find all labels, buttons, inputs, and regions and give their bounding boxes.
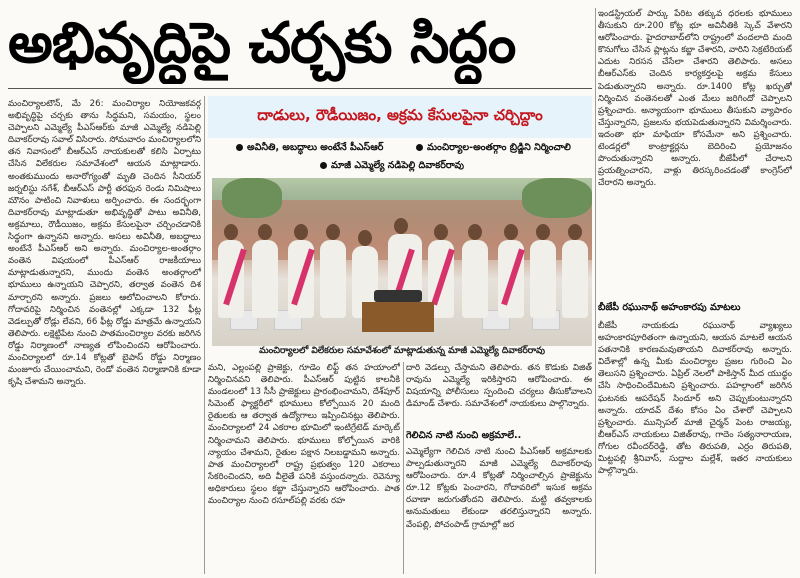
bullet-icon bbox=[320, 162, 327, 169]
photo-caption: మంచిర్యాలలో విలేకరుల సమావేశంలో మాట్లాడుతున్న మాజీ ఎమ్మెల్యే దివాకర్‌రావు bbox=[259, 346, 545, 356]
subheadline-banner bbox=[208, 96, 592, 138]
article-column-3 bbox=[406, 362, 592, 428]
article-column-4b-text: బీజేపీ నాయకుడు రఘునాథ్ వ్యాఖ్యలు అహంకారపూరితంగా ఉన్నాయని, ఆయన మాటలే ఆయన పతనానికి కారణమవుతాయని దివాకర్‌రావు అన్నారు. విదేశాల్లో ఉన్న మీకు మంచిర్యాల ప్రజల గురించి ఏం తెలుసని ప్రశ్నించారు. ఏప్రిల్ నెలలో పాకిస్తాన్ మీద యుద్ధం చేసి సాధించిందేమిటని ప్రశ్నించారు. పహల్గాంలో జరిగిన ఘటనకు ఆపరేషన్ సిందూర్ అని చెప్పుకుంటున్నారని అన్నారు. యాదవ్ దేశం కోసం ఏం చేశారో చెప్పాలని ప్రశ్నించారు. మున్సిపల్ మాజీ చైర్మన్ పెంట రాజయ్య, బీఆర్‌ఎస్ నాయకులు విజిత్‌రావు, గాదెం సత్యనారాయణ, గోగుల రవీందర్‌రెడ్డి, తోట తిరుపతి, ఎర్రం తిరుపతి, మిట్టపల్లి శ్రీనివాస్, సుద్దాల మల్లేశ్, ఇతర నాయకులు పాల్గొన్నారు. bbox=[598, 321, 792, 477]
section-heading: బీజేపీ రఘునాథ్ అహంకారపు మాటలు bbox=[598, 302, 741, 313]
highlight-item: మాజీ ఎమ్మెల్యే నడిపెల్లి దివాకర్‌రావు bbox=[320, 160, 464, 173]
highlight-item: అవినీతి, అబద్ధాలు అంటేనే పీఎస్ఆర్ bbox=[236, 142, 383, 155]
highlight-item: మంచిర్యాల-అంతర్గాం బ్రిడ్జిని నిర్మించాలి bbox=[416, 142, 571, 155]
article-column-1-text: మంచిర్యాలటౌన్, మే 26: మంచిర్యాల నియోజకవర్గ అభివృద్ధిపై చర్చకు తాను సిద్ధమని, సమయం, స్థలం చెప్పాలని ఎమ్మెల్యే పీఎస్‌ఆర్‌కు మాజీ ఎమ్మెల్యే నడిపెల్లి దివాకర్‌రావు సవాల్ విసిరారు. సోమవారం మంచిర్యాలలోని తన నివాసంలో బీఆర్‌ఎస్ నాయకులతో కలిసి ఏర్పాటు చేసిన విలేకరుల సమావేశంలో ఆయన మాట్లాడారు. అంతకుముందు అనారోగ్యంతో మృతి చెందిన సీనియర్ జర్నలిస్టు నగేశ్, బీఆర్‌ఎస్ పార్టీ తరఫున రెండు నిమిషాలు మౌనం పాటించి నివాళులు అర్పించారు. ఈ సందర్భంగా దివాకర్‌రావు మాట్లాడుతూ అభివృద్ధితో పాటు అవినీతి, అక్రమాలు, రౌడీయిజం, అక్రమ కేసులపైనా చర్చించడానికి సిద్ధంగా ఉన్నానని అన్నారు. అసలు అవినీతి, అబద్ధాలు అంటేనే పీఎస్‌ఆర్ అని అన్నారు. మంచిర్యాల-అంతర్గాం వంతెన విషయంలో పీఎస్‌ఆర్ రాజకీయాలు మాట్లాడుతున్నారని, ముందు వంతెన అంతర్గాంలో భూములు ఉన్నాయని చెప్పారని, తర్వాత వంతెన దిశ మార్చారని అన్నారు. ప్రజలు ఆలోచించాలని కోరారు. గోదావరిపై నిర్మించిన వంతెనల్లో ఎక్కడా 132 ఫీట్ల వెడల్పుతో రోడ్లు లేవని, 66 ఫీట్ల రోడ్డు మాత్రమే ఉన్నాయని తెలిపారు. లక్షెట్టిపేట నుంచి పాతమంచిర్యాల వరకు జరిగిన రోడ్డు నిర్మాణంలో నాణ్యత లోపించిందని ఆరోపించారు. మంచిర్యాలలో రూ.14 కోట్లతో బైపాస్ రోడ్డు నిర్మాణం మంజూరు చేయించామని, రెండో వంతెన నిర్మాణానికి కూడా కృషి చేశామని అన్నారు. bbox=[8, 99, 201, 388]
press-meet-photo bbox=[212, 178, 592, 346]
column-divider bbox=[403, 362, 404, 574]
section-heading: గెలిచిన నాటి నుంచి అక్రమాలే.. bbox=[406, 430, 522, 441]
article-column-2-text: మని, ఎల్లంపల్లి ప్రాజెక్టు, గూడెం లిఫ్ట్ తన హయాంలో నిర్మించినవని తెలిపారు. పీఎస్‌ఆర్ పుట్టిన కాలనీకి మండలంలో 13 సీసీ ప్రాజెక్టులు ప్రారంభించామని, దేశ్‌పూర్ సిమెంట్ ఫ్యాక్టరీలో భూములు కోల్పోయిన 20 మంది రైతులకు ఆ తర్వాత ఉద్యోగాలు ఇప్పించినట్లు తెలిపారు. మంచిర్యాలలో 24 ఎకరాల భూమిలో ఇంటిగ్రేటెడ్ మార్కెట్ నిర్మించామని తెలిపారు. భూములు కోల్పోయిన వారికి న్యాయం చేశామని, రైతుల పక్షాన నిలబడ్డామని అన్నారు. పాత మంచిర్యాలలో రాష్ట్ర ప్రభుత్వం 120 ఎకరాలు సేకరించిందని, అది వీలైతే పనికి వస్తుందన్నారు. రెవెన్యూ అధికారులు స్థలం కబ్జా చేస్తున్నారని ఆరోపించారు. పాత మంచిర్యాల నుంచి రసూల్‌పల్లి వరకు రహ bbox=[208, 363, 400, 507]
subheadline: దాడులు, రౌడీయిజం, అక్రమ కేసులపైనా చర్చిద్దాం bbox=[257, 106, 543, 124]
highlights bbox=[208, 140, 592, 174]
bullet-icon bbox=[416, 144, 423, 151]
article-column-4 bbox=[598, 8, 792, 298]
article-column-3b bbox=[406, 446, 592, 576]
article-column-3b-text: ఎమ్మెల్యేగా గెలిచిన నాటి నుంచి పీఎస్‌ఆర్ అక్రమాలకు పాల్పడుతున్నారని మాజీ ఎమ్మెల్యే దివాకర్‌రావు ఆరోపించారు. రూ.4 కోట్లతో నిర్మించాల్సిన ప్రాజెక్టును రూ.12 కోట్లకు పెంచారని, గోదావరిలో ఇసుక అక్రమ రవాణా జరుగుతోందని తెలిపారు. మట్టి తవ్వకాలకు అనుమతులు లేకుండా తరలిస్తున్నారని అన్నారు. వేంపల్లి, పోచంపాడ్ గ్రామాల్లో జర bbox=[406, 447, 592, 530]
column-divider bbox=[204, 96, 205, 574]
article-column-2 bbox=[208, 362, 400, 576]
article-column-1 bbox=[8, 98, 201, 576]
article-column-4-text: ఇండస్ట్రియల్ పార్కు పేరిట తక్కువ ధరలకు భూములు తీసుకుని రూ.200 కోట్ల భూ అవినీతికి స్కెచ్ వేశారని ఆరోపించారు. హైదరాబాద్‌లోని రాష్ట్రంలో వందలాది మంది కొనుగోలు చేసిన ప్లాట్లను కబ్జా చేశారని, వారిని సెక్రటేరియట్ ఎదుట నిరసన చేసేలా చేశారని తెలిపారు. అసలు బీఆర్‌ఎస్‌కు చెందిన కార్యకర్తలపై అక్రమ కేసులు పెడుతున్నారని అన్నారు. రూ.1400 కోట్ల ఖర్చుతో నిర్మించిన వంతెనలతో ఎంత మేలు జరిగిందో చెప్పాలని ప్రశ్నించారు. అన్యాయంగా భూములు తీసుకుని వ్యాపారం చేస్తున్నారని, ప్రజలను భయపెడుతున్నారని విమర్శించారు. ఇదంతా భూ మాఫియా కోసమేనా అని ప్రశ్నించారు. టెండర్లలో కాంట్రాక్టర్లను బెదిరించి ప్రయోజనం పొందుతున్నారని అన్నారు. బీజేపీలో చేరాలని ప్రయత్నించారని, వాళ్లు తిరస్కరించడంతో కాంగ్రెస్‌లో చేరారని అన్నారు. bbox=[598, 9, 792, 189]
column-divider bbox=[595, 8, 596, 574]
headline-rule bbox=[8, 88, 592, 89]
bullet-icon bbox=[236, 144, 243, 151]
headline: అభివృద్ధిపై చర్చకు సిద్ధం bbox=[8, 11, 516, 76]
article-column-4b bbox=[598, 320, 792, 576]
article-column-3-text: దారి వెడల్పు చేస్తామని తెలిపారు. తన కొడుకు విజిత్ రావును ఎమ్మెల్యే ఇరికిస్తారని ఆరోపించారు. ఈ విషయాన్ని పోలీసులు స్పందించి చర్యలు తీసుకోవాలని డిమాండ్ చేశారు. సమావేశంలో నాయకులు పాల్గొన్నారు. bbox=[406, 363, 592, 410]
